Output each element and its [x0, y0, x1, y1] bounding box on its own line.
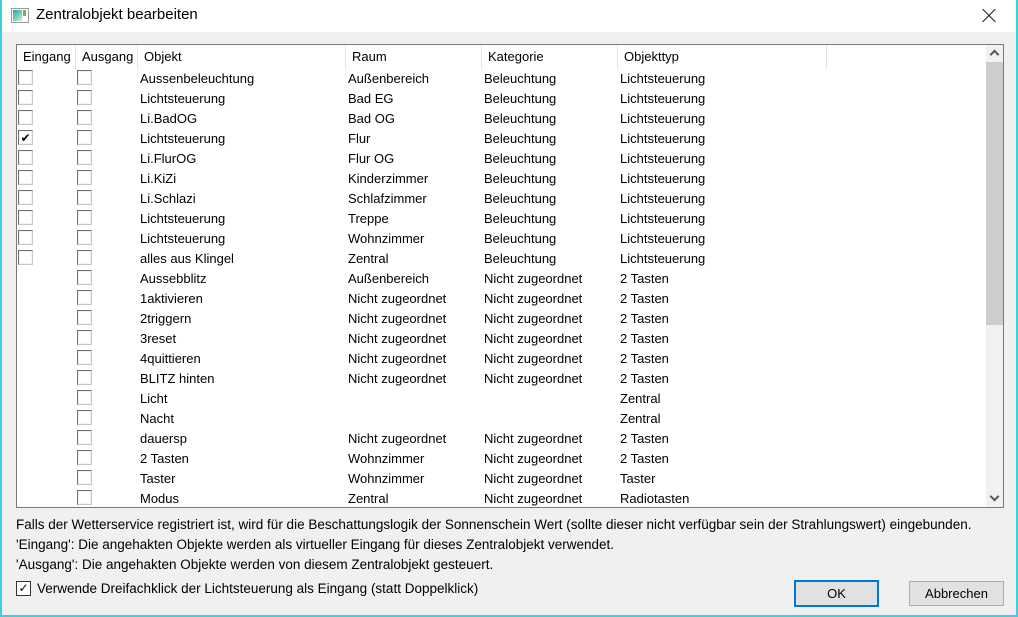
cell-raum: Treppe: [348, 211, 389, 226]
app-icon: [11, 8, 29, 23]
cell-raum: Außenbereich: [348, 71, 429, 86]
cell-objekt: Aussebblitz: [140, 271, 207, 286]
scroll-up-icon[interactable]: [986, 45, 1003, 62]
eingang-checkbox[interactable]: ✔: [18, 130, 33, 145]
table-row[interactable]: [17, 189, 986, 209]
cell-objekt: Taster: [140, 471, 176, 486]
cell-objekt: 3reset: [140, 331, 177, 346]
cell-objekt: Lichtsteuerung: [140, 211, 226, 226]
cell-objekttyp: Lichtsteuerung: [620, 171, 706, 186]
cell-objekttyp: Lichtsteuerung: [620, 211, 706, 226]
cell-objekttyp: Lichtsteuerung: [620, 71, 706, 86]
cell-raum: Flur: [348, 131, 371, 146]
ausgang-checkbox[interactable]: [77, 110, 92, 125]
ausgang-checkbox[interactable]: [77, 290, 92, 305]
table-row[interactable]: [17, 409, 986, 429]
table-row[interactable]: [17, 129, 986, 149]
cell-raum: Schlafzimmer: [348, 191, 427, 206]
table-row[interactable]: [17, 349, 986, 369]
cell-objekt: Li.FlurOG: [140, 151, 197, 166]
ausgang-checkbox[interactable]: [77, 330, 92, 345]
cell-kategorie: Beleuchtung: [484, 211, 557, 226]
ausgang-checkbox[interactable]: [77, 130, 92, 145]
cell-raum: Nicht zugeordnet: [348, 431, 447, 446]
cell-kategorie: Nicht zugeordnet: [484, 311, 583, 326]
table-row[interactable]: [17, 109, 986, 129]
cell-objekt: Li.KiZi: [140, 171, 177, 186]
cell-kategorie: Nicht zugeordnet: [484, 291, 583, 306]
cell-objekt: Lichtsteuerung: [140, 131, 226, 146]
ausgang-checkbox[interactable]: [77, 250, 92, 265]
ausgang-checkbox[interactable]: [77, 450, 92, 465]
cell-objekttyp: Lichtsteuerung: [620, 131, 706, 146]
cell-objekttyp: Lichtsteuerung: [620, 111, 706, 126]
table-row[interactable]: [17, 489, 986, 508]
ausgang-checkbox[interactable]: [77, 210, 92, 225]
cell-objekttyp: 2 Tasten: [620, 271, 669, 286]
eingang-checkbox[interactable]: [18, 190, 33, 205]
header-eingang[interactable]: Eingang: [17, 45, 76, 69]
table-rows: [17, 69, 986, 507]
eingang-checkbox[interactable]: [18, 90, 33, 105]
table-row[interactable]: [17, 449, 986, 469]
cell-kategorie: Nicht zugeordnet: [484, 471, 583, 486]
cell-raum: Zentral: [348, 491, 389, 506]
cell-objekt: 4quittieren: [140, 351, 201, 366]
table-row[interactable]: [17, 289, 986, 309]
ausgang-checkbox[interactable]: [77, 150, 92, 165]
ausgang-checkbox[interactable]: [77, 430, 92, 445]
ausgang-checkbox[interactable]: [77, 170, 92, 185]
header-kategorie[interactable]: Kategorie: [482, 45, 618, 69]
cell-objekt: Li.Schlazi: [140, 191, 196, 206]
cell-objekt: Lichtsteuerung: [140, 231, 226, 246]
cell-objekt: BLITZ hinten: [140, 371, 215, 386]
cell-objekttyp: 2 Tasten: [620, 331, 669, 346]
cell-raum: Wohnzimmer: [348, 471, 425, 486]
header-ausgang[interactable]: Ausgang: [76, 45, 138, 69]
header-raum[interactable]: Raum: [346, 45, 482, 69]
ok-button[interactable]: OK: [794, 580, 879, 607]
table-row[interactable]: [17, 369, 986, 389]
cell-kategorie: Beleuchtung: [484, 151, 557, 166]
cell-raum: Flur OG: [348, 151, 395, 166]
info-line-wetterservice: Falls der Wetterservice registriert ist, wird für die Beschattungslogik der Sonnenschein Wert (sollte dieser nicht verfügbar sein der Strahlungswert) eingebunden.: [16, 517, 972, 532]
table-row[interactable]: [17, 229, 986, 249]
cell-objekt: alles aus Klingel: [140, 251, 234, 266]
window-title: Zentralobjekt bearbeiten: [36, 6, 198, 23]
table-row[interactable]: [17, 169, 986, 189]
cell-objekt: Li.BadOG: [140, 111, 198, 126]
ausgang-checkbox[interactable]: [77, 490, 92, 505]
scrollbar-thumb[interactable]: [986, 62, 1003, 325]
table-row[interactable]: [17, 309, 986, 329]
cell-kategorie: Nicht zugeordnet: [484, 431, 583, 446]
table-row[interactable]: [17, 149, 986, 169]
cell-raum: [348, 409, 481, 429]
ausgang-checkbox[interactable]: [77, 390, 92, 405]
cell-raum: Bad OG: [348, 111, 395, 126]
eingang-checkbox[interactable]: [18, 150, 33, 165]
cell-objekt: Licht: [140, 391, 168, 406]
cell-objekt: 2 Tasten: [140, 451, 189, 466]
cell-raum: Bad EG: [348, 91, 394, 106]
cell-raum: Nicht zugeordnet: [348, 291, 447, 306]
ausgang-checkbox[interactable]: [77, 230, 92, 245]
cell-kategorie: Beleuchtung: [484, 111, 557, 126]
cell-objekttyp: 2 Tasten: [620, 291, 669, 306]
cell-raum: Wohnzimmer: [348, 451, 425, 466]
cell-objekttyp: Lichtsteuerung: [620, 91, 706, 106]
cell-kategorie: Beleuchtung: [484, 191, 557, 206]
cell-kategorie: Beleuchtung: [484, 231, 557, 246]
table-row[interactable]: [17, 89, 986, 109]
info-line-ausgang: 'Ausgang': Die angehakten Objekte werden von diesem Zentralobjekt gesteuert.: [16, 557, 494, 572]
cancel-button[interactable]: Abbrechen: [909, 581, 1004, 606]
cell-raum: Nicht zugeordnet: [348, 331, 447, 346]
triple-click-label: Verwende Dreifachklick der Lichtsteuerung als Eingang (statt Doppelklick): [37, 581, 479, 596]
header-objekt[interactable]: Objekt: [138, 45, 346, 69]
ausgang-checkbox[interactable]: [77, 270, 92, 285]
cell-objekttyp: Lichtsteuerung: [620, 151, 706, 166]
cell-kategorie: Nicht zugeordnet: [484, 351, 583, 366]
table-header: [17, 45, 986, 69]
ausgang-checkbox[interactable]: [77, 410, 92, 425]
cell-kategorie: Beleuchtung: [484, 171, 557, 186]
cell-kategorie: Nicht zugeordnet: [484, 271, 583, 286]
title-bar: [2, 0, 1016, 32]
table-row[interactable]: [17, 209, 986, 229]
cell-kategorie: Nicht zugeordnet: [484, 331, 583, 346]
eingang-checkbox[interactable]: [18, 230, 33, 245]
cell-raum: Nicht zugeordnet: [348, 371, 447, 386]
vertical-scrollbar[interactable]: [986, 45, 1003, 507]
cell-objekttyp: Zentral: [620, 391, 661, 406]
cell-objekttyp: 2 Tasten: [620, 311, 669, 326]
cell-kategorie: Nicht zugeordnet: [484, 491, 583, 506]
cell-kategorie: Nicht zugeordnet: [484, 371, 583, 386]
ausgang-checkbox[interactable]: [77, 90, 92, 105]
info-line-eingang: 'Eingang': Die angehakten Objekte werden als virtueller Eingang für dieses Zentralobjekt verwendet.: [16, 537, 615, 552]
cell-objekttyp: 2 Tasten: [620, 451, 669, 466]
cell-raum: Außenbereich: [348, 271, 429, 286]
eingang-checkbox[interactable]: [18, 210, 33, 225]
cell-objekt: Aussenbeleuchtung: [140, 71, 255, 86]
object-list: [16, 44, 1004, 508]
cell-objekttyp: Lichtsteuerung: [620, 191, 706, 206]
cell-kategorie: [484, 389, 617, 409]
ausgang-checkbox[interactable]: [77, 370, 92, 385]
cell-raum: Nicht zugeordnet: [348, 311, 447, 326]
cell-kategorie: [484, 409, 617, 429]
cell-objekt: 1aktivieren: [140, 291, 203, 306]
cell-raum: Wohnzimmer: [348, 231, 425, 246]
ausgang-checkbox[interactable]: [77, 310, 92, 325]
eingang-checkbox[interactable]: [18, 170, 33, 185]
triple-click-checkbox[interactable]: ✓: [16, 581, 31, 596]
cell-objekttyp: Lichtsteuerung: [620, 251, 706, 266]
table-row[interactable]: [17, 69, 986, 89]
ausgang-checkbox[interactable]: [77, 350, 92, 365]
table-row[interactable]: [17, 469, 986, 489]
table-row[interactable]: [17, 389, 986, 409]
cell-kategorie: Beleuchtung: [484, 71, 557, 86]
cell-objekttyp: Radiotasten: [620, 491, 690, 506]
cell-objekttyp: 2 Tasten: [620, 371, 669, 386]
cell-objekt: dauersp: [140, 431, 187, 446]
ausgang-checkbox[interactable]: [77, 470, 92, 485]
cell-raum: Zentral: [348, 251, 389, 266]
cell-objekt: Nacht: [140, 411, 174, 426]
table-row[interactable]: [17, 249, 986, 269]
ausgang-checkbox[interactable]: [77, 190, 92, 205]
header-objekttyp[interactable]: Objekttyp: [618, 45, 827, 69]
cell-raum: Nicht zugeordnet: [348, 351, 447, 366]
scroll-down-icon[interactable]: [986, 490, 1003, 507]
eingang-checkbox[interactable]: [18, 250, 33, 265]
cell-objekttyp: Zentral: [620, 411, 661, 426]
close-icon[interactable]: [976, 4, 1002, 28]
cell-kategorie: Nicht zugeordnet: [484, 451, 583, 466]
table-row[interactable]: [17, 269, 986, 289]
cell-kategorie: Beleuchtung: [484, 251, 557, 266]
cell-objekt: Lichtsteuerung: [140, 91, 226, 106]
cell-objekttyp: 2 Tasten: [620, 351, 669, 366]
cell-objekt: 2triggern: [140, 311, 192, 326]
table-row[interactable]: [17, 429, 986, 449]
eingang-checkbox[interactable]: [18, 70, 33, 85]
ausgang-checkbox[interactable]: [77, 70, 92, 85]
cell-kategorie: Beleuchtung: [484, 91, 557, 106]
cell-raum: [348, 389, 481, 409]
cell-objekttyp: 2 Tasten: [620, 431, 669, 446]
cell-kategorie: Beleuchtung: [484, 131, 557, 146]
cell-objekttyp: Lichtsteuerung: [620, 231, 706, 246]
eingang-checkbox[interactable]: [18, 110, 33, 125]
table-row[interactable]: [17, 329, 986, 349]
cell-objekttyp: Taster: [620, 471, 656, 486]
cell-raum: Kinderzimmer: [348, 171, 429, 186]
cell-objekt: Modus: [140, 491, 180, 506]
